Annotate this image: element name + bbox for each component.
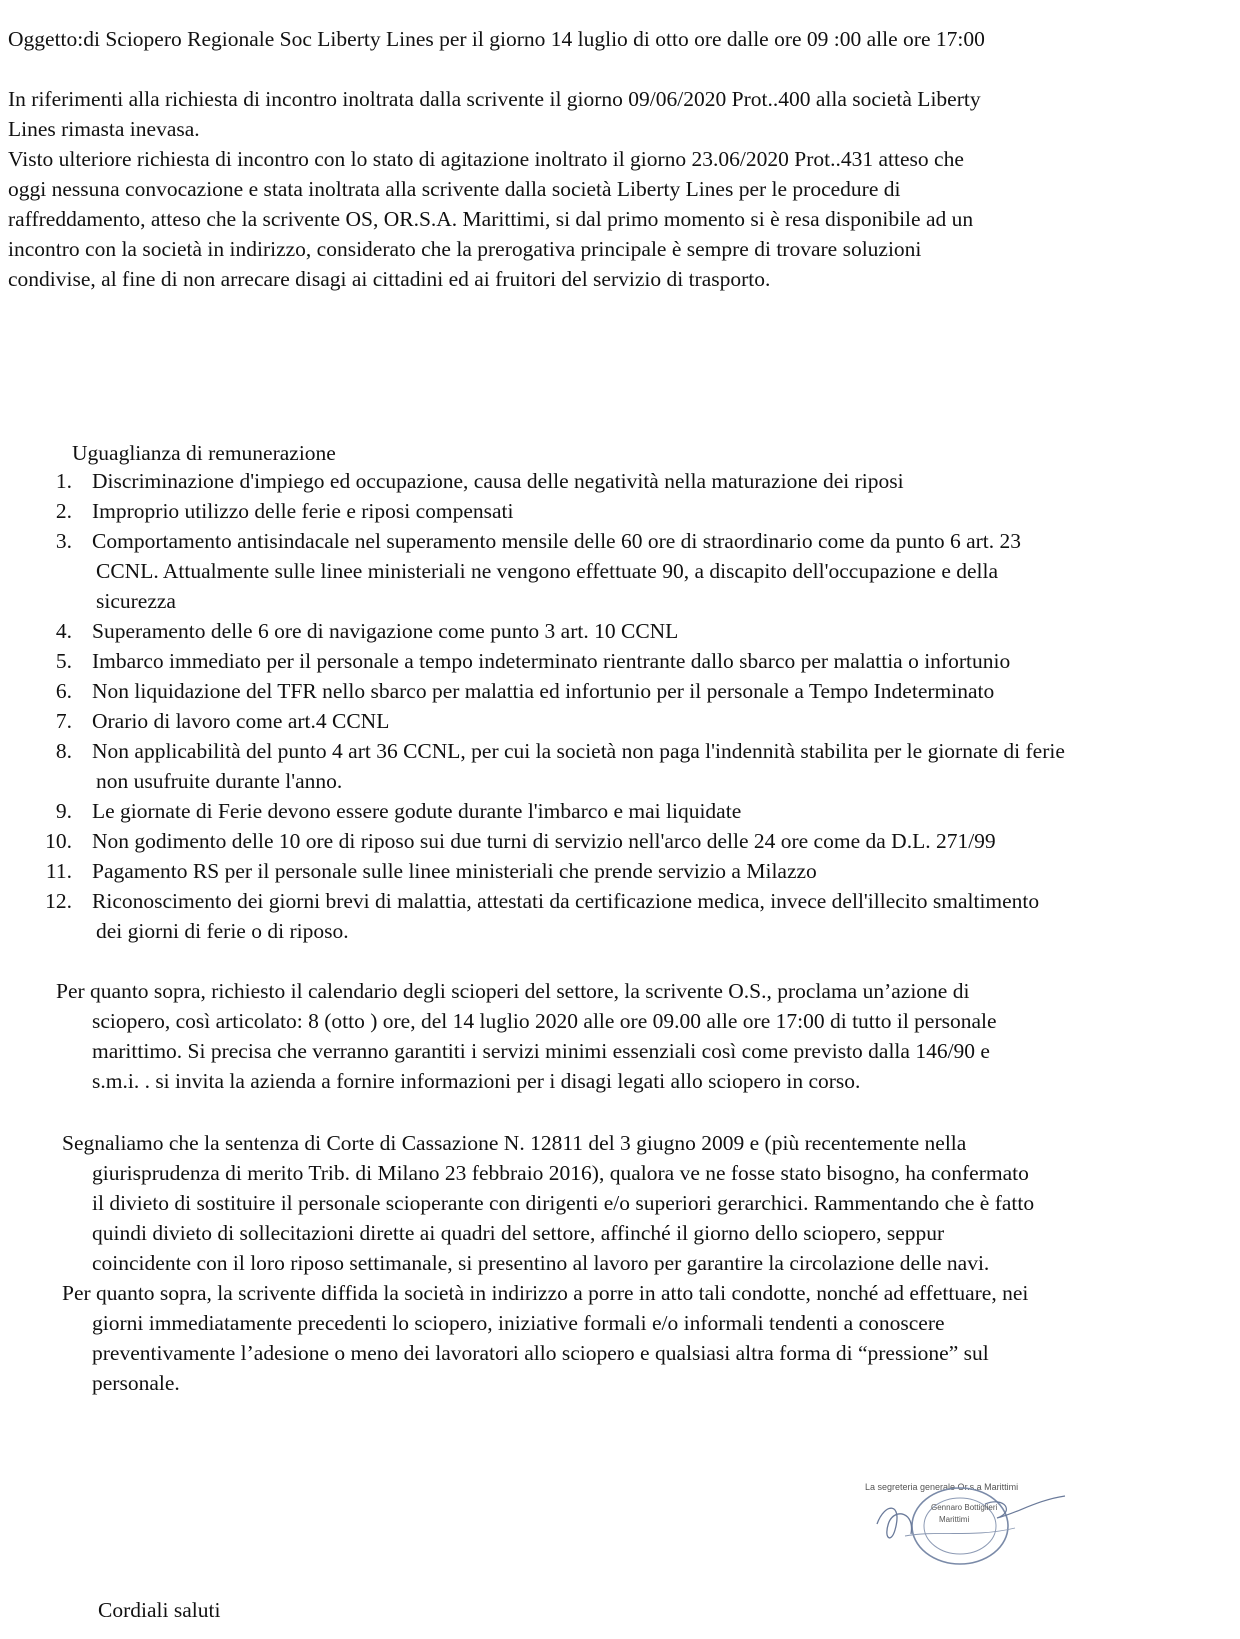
list-item-text: Superamento delle 6 ore di navigazione come punto 3 art. 10 CCNL — [92, 619, 679, 643]
diffida-line: personale. — [92, 1371, 180, 1395]
list-item-number: 3. — [55, 529, 72, 553]
proclamation-line: sciopero, così articolato: 8 (otto ) ore, del 14 luglio 2020 alle ore 09.00 alle ore 17:00 di tutto il personale — [92, 1009, 997, 1033]
list-item-text: Pagamento RS per il personale sulle linee ministeriali che prende servizio a Milazzo — [92, 859, 817, 883]
intro-line: raffreddamento, atteso che la scrivente OS, OR.S.A. Marittimi, si dal primo momento si è resa disponibile ad un — [8, 207, 974, 231]
cassazione-line: giurisprudenza di merito Trib. di Milano 23 febbraio 2016), qualora ve ne fosse stato bisogno, ha confermato — [92, 1161, 1029, 1185]
list-item-number: 9. — [55, 799, 72, 823]
cassazione-line: Segnaliamo che la sentenza di Corte di Cassazione N. 12811 del 3 giugno 2009 e (più recentemente nella — [62, 1131, 967, 1155]
cassazione-line: quindi divieto di sollecitazioni dirette ai quadri del settore, affinché il giorno dello sciopero, seppur — [92, 1221, 945, 1245]
list-item-text: Improprio utilizzo delle ferie e riposi compensati — [92, 499, 514, 523]
intro-line: oggi nessuna convocazione e stata inoltrata alla scrivente dalla società Liberty Lines per le procedure di — [8, 177, 901, 201]
list-item-continuation: dei giorni di ferie o di riposo. — [96, 919, 349, 943]
list-item-number: 11. — [45, 859, 72, 883]
diffida-line: giorni immediatamente precedenti lo sciopero, iniziative formali e/o informali tendenti a conoscere — [92, 1311, 945, 1335]
subject-line: Oggetto:di Sciopero Regionale Soc Liberty Lines per il giorno 14 luglio di otto ore dalle ore 09 :00 alle ore 17:00 — [8, 27, 985, 51]
list-item-text: Orario di lavoro come art.4 CCNL — [92, 709, 390, 733]
list-item-number: 6. — [55, 679, 72, 703]
proclamation-line: Per quanto sopra, richiesto il calendario degli scioperi del settore, la scrivente O.S., proclama un’azione di — [56, 979, 970, 1003]
list-item-text: Riconoscimento dei giorni brevi di malattia, attestati da certificazione medica, invece dell'illecito smaltimento — [92, 889, 1040, 913]
list-item-number: 2. — [55, 499, 72, 523]
proclamation-line: s.m.i. . si invita la azienda a fornire informazioni per i disagi legati allo sciopero in corso. — [92, 1069, 861, 1093]
list-item-number: 1. — [55, 469, 72, 493]
intro-line: condivise, al fine di non arrecare disagi ai cittadini ed ai fruitori del servizio di trasporto. — [8, 267, 771, 291]
intro-line: incontro con la società in indirizzo, considerato che la prerogativa principale è sempre di trovare soluzioni — [8, 237, 922, 261]
list-item-text: Imbarco immediato per il personale a tempo indeterminato rientrante dallo sbarco per malattia o infortunio — [92, 649, 1011, 673]
diffida-line: Per quanto sopra, la scrivente diffida la società in indirizzo a porre in atto tali condotte, nonché ad effettuare, nei — [62, 1281, 1029, 1305]
list-item-number: 12. — [45, 889, 72, 913]
list-heading: Uguaglianza di remunerazione — [72, 441, 336, 465]
list-item-text: Comportamento antisindacale nel superamento mensile delle 60 ore di straordinario come da punto 6 art. 23 — [92, 529, 1022, 553]
list-item-text: Non applicabilità del punto 4 art 36 CCNL, per cui la società non paga l'indennità stabilita per le giornate di ferie — [92, 739, 1065, 763]
intro-line: In riferimenti alla richiesta di incontro inoltrata dalla scrivente il giorno 09/06/2020 Prot..400 alla società Liberty — [8, 87, 981, 111]
list-item-continuation: sicurezza — [96, 589, 176, 613]
stamp-signature — [865, 1478, 1095, 1588]
list-item-text: Le giornate di Ferie devono essere godute durante l'imbarco e mai liquidate — [92, 799, 742, 823]
intro-line: Visto ulteriore richiesta di incontro con lo stato di agitazione inoltrato il giorno 23.06/2020 Prot..431 atteso che — [8, 147, 964, 171]
list-item-number: 5. — [55, 649, 72, 673]
diffida-line: preventivamente l’adesione o meno dei lavoratori allo sciopero e qualsiasi altra forma di “pressione” sul — [92, 1341, 989, 1365]
list-item-number: 4. — [55, 619, 72, 643]
list-item-number: 8. — [55, 739, 72, 763]
list-item-continuation: non usufruite durante l'anno. — [96, 769, 343, 793]
proclamation-line: marittimo. Si precisa che verranno garantiti i servizi minimi essenziali così come previsto dalla 146/90 e — [92, 1039, 990, 1063]
stamp-name-line1: Gennaro Bottiglieri — [931, 1503, 998, 1512]
list-item-number: 7. — [55, 709, 72, 733]
list-item-text: Non godimento delle 10 ore di riposo sui due turni di servizio nell'arco delle 24 ore come da D.L. 271/99 — [92, 829, 996, 853]
list-item-text: Non liquidazione del TFR nello sbarco per malattia ed infortunio per il personale a Tempo Indeterminato — [92, 679, 995, 703]
cassazione-line: il divieto di sostituire il personale scioperante con dirigenti e/o superiori gerarchici. Rammentando che è fatto — [92, 1191, 1035, 1215]
stamp-seal-icon — [865, 1478, 1095, 1588]
intro-line: Lines rimasta inevasa. — [8, 117, 200, 141]
closing-text: Cordiali saluti — [98, 1598, 221, 1622]
stamp-name-line2: Marittimi — [939, 1515, 970, 1524]
cassazione-line: coincidente con il loro riposo settimanale, si presentino al lavoro per garantire la circolazione delle navi. — [92, 1251, 990, 1275]
list-item-text: Discriminazione d'impiego ed occupazione, causa delle negatività nella maturazione dei riposi — [92, 469, 904, 493]
stamp-header: La segreteria generale Or.s.a Marittimi — [865, 1482, 1019, 1492]
list-item-number: 10. — [45, 829, 72, 853]
list-item-continuation: CCNL. Attualmente sulle linee ministeriali ne vengono effettuate 90, a discapito dell'occupazione e della — [96, 559, 999, 583]
